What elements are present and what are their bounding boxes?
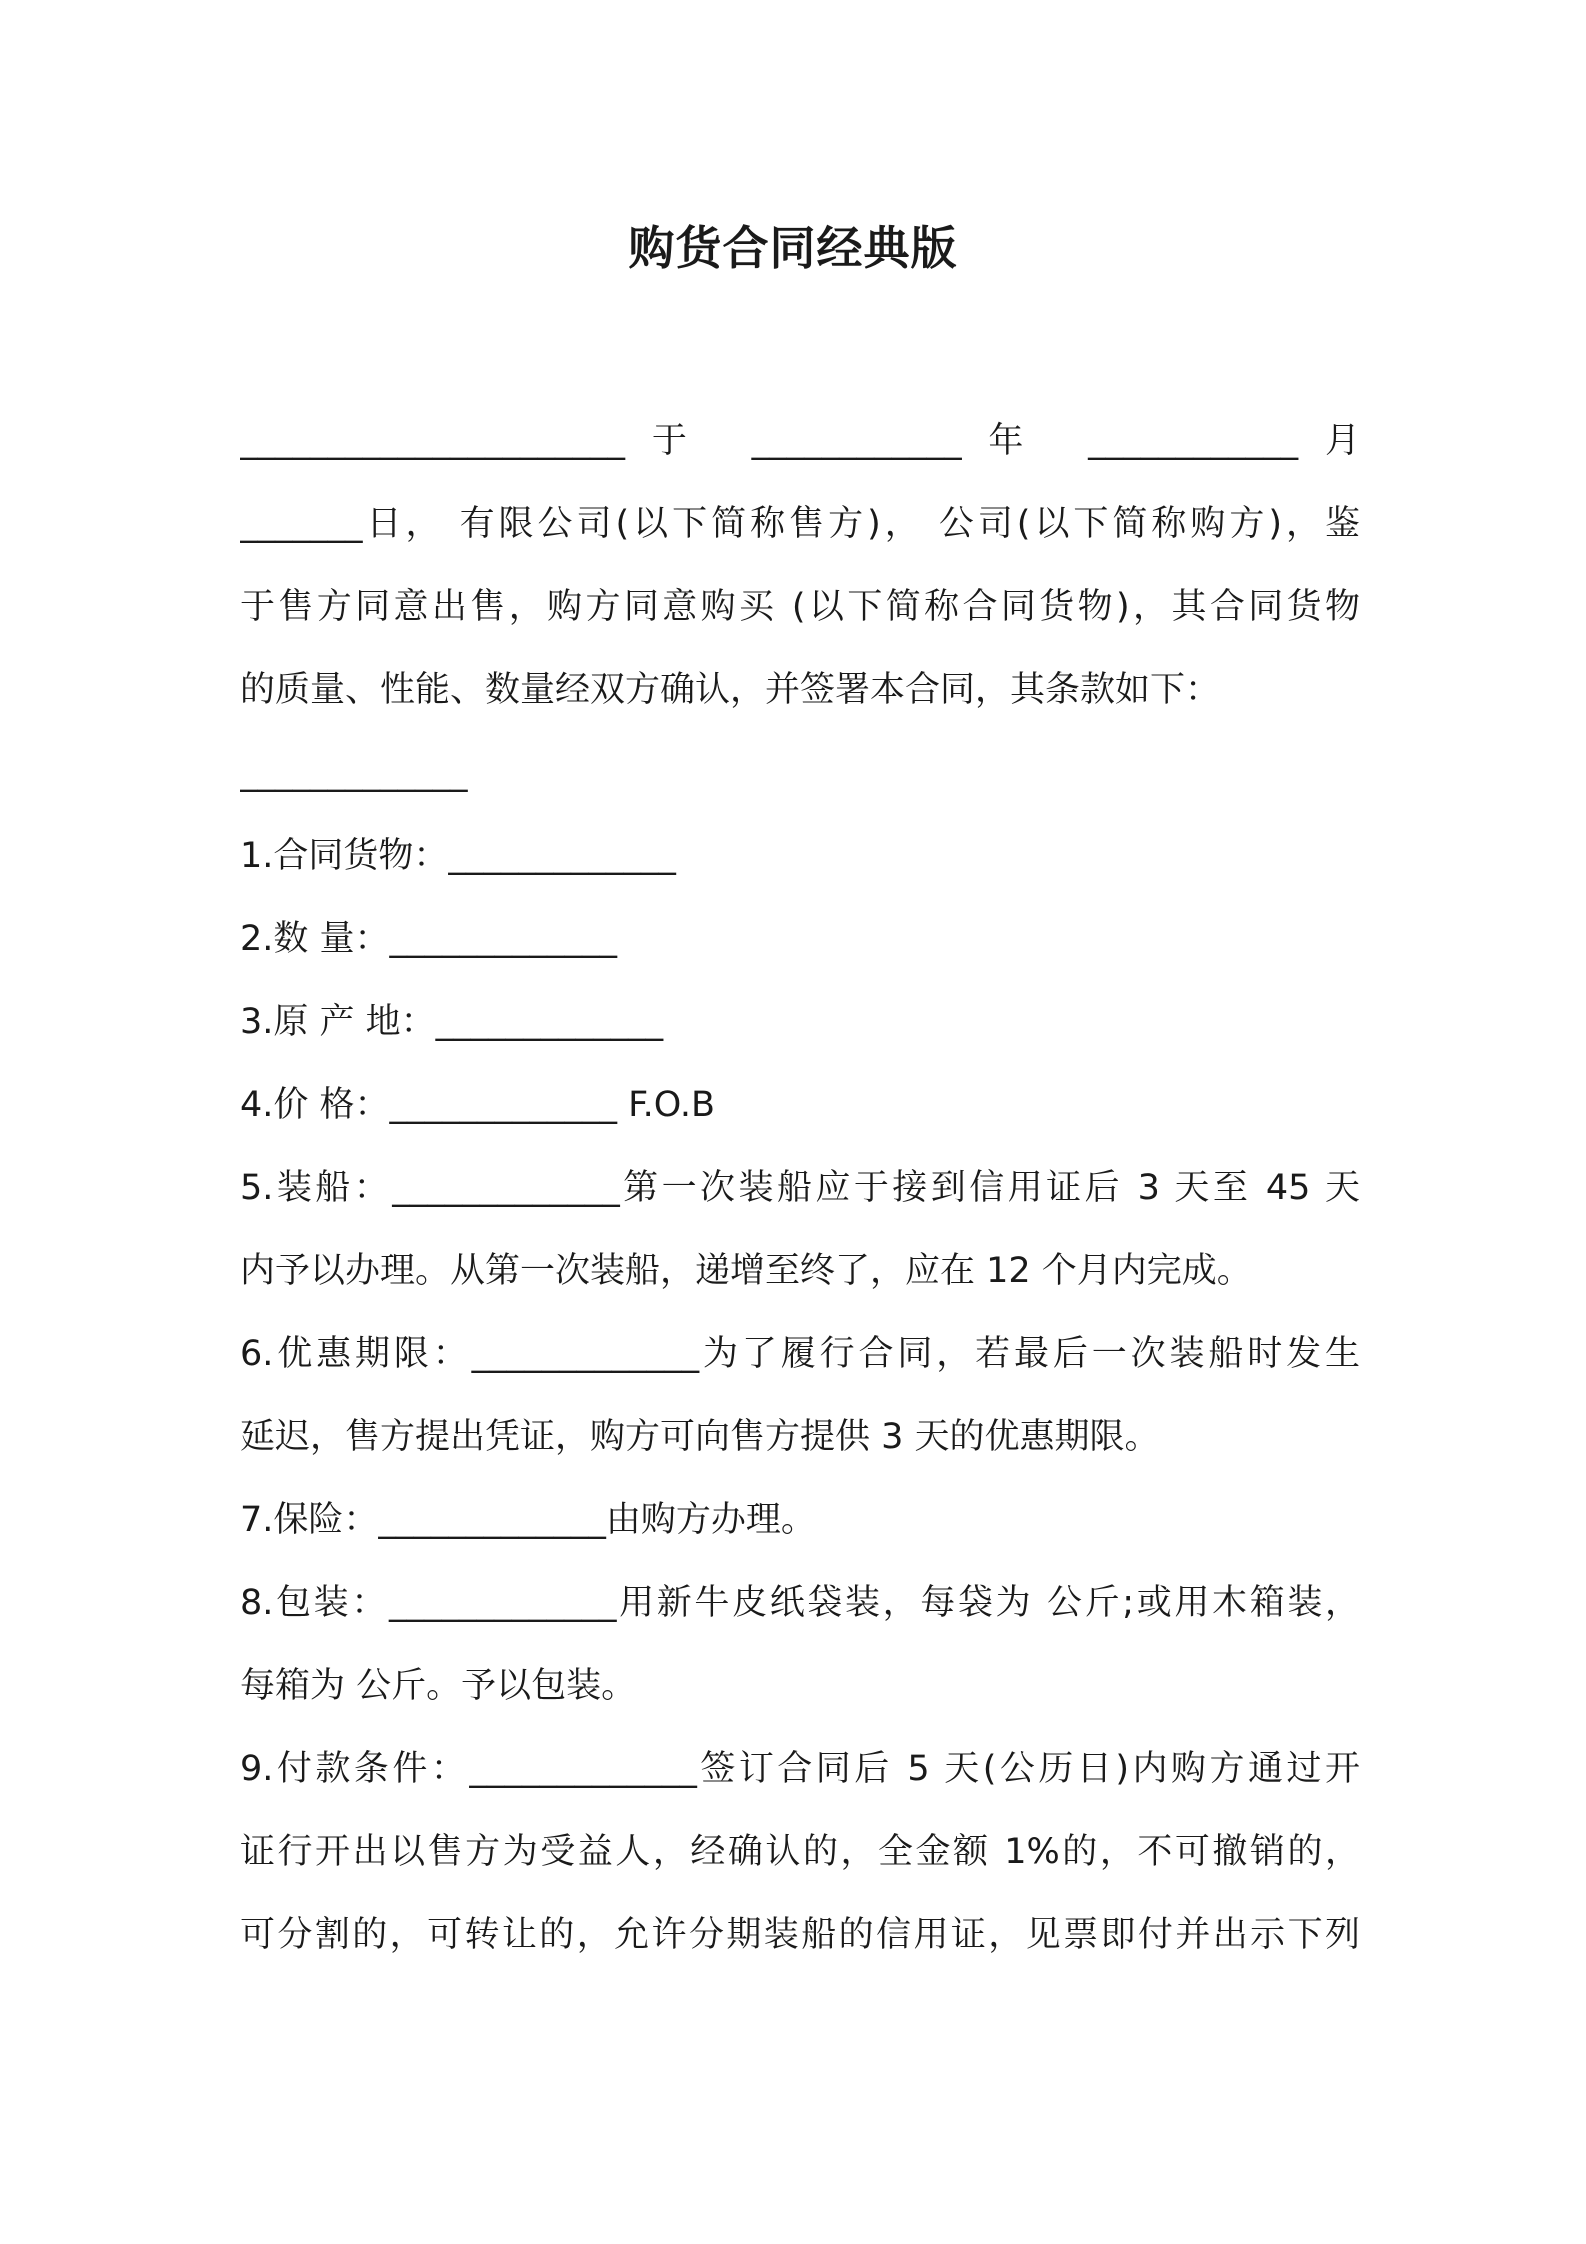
clause-line: 每箱为 公斤。予以包装。 <box>240 1666 637 1706</box>
clause-line: 内予以办理。从第一次装船，递增至终了，应在 12 个月内完成。 <box>240 1251 1252 1291</box>
clause-line: 9.付款条件：_____________签订合同后 5 天(公历日)内购方通过开 <box>240 1749 1360 1789</box>
separator-blank: _____________ <box>240 753 468 793</box>
intro-line: 的质量、性能、数量经双方确认，并签署本合同，其条款如下： <box>240 670 1221 710</box>
clause-line: 延迟，售方提出凭证，购方可向售方提供 3 天的优惠期限。 <box>240 1417 1160 1457</box>
clause-line: 6.优惠期限：_____________为了履行合同，若最后一次装船时发生 <box>240 1334 1360 1374</box>
clause-line: 4.价 格：_____________ F.O.B <box>240 1085 716 1125</box>
clause-line: 2.数 量：_____________ <box>240 919 618 959</box>
clause-line: 7.保险：_____________由购方办理。 <box>240 1500 816 1540</box>
clause-line: 8.包装：_____________用新牛皮纸袋装，每袋为 公斤;或用木箱装， <box>240 1583 1360 1623</box>
intro-line: 于售方同意出售，购方同意购买 (以下简称合同货物)，其合同货物 <box>240 587 1360 627</box>
intro-line: ______________________于 ____________年 ____________月 <box>240 421 1360 461</box>
clause-line: 1.合同货物：_____________ <box>240 836 676 876</box>
clause-line: 3.原 产 地：_____________ <box>240 1002 664 1042</box>
clause-line: 证行开出以售方为受益人，经确认的，全金额 1%的，不可撤销的， <box>240 1832 1360 1872</box>
document-body <box>240 400 1360 1977</box>
document-title: 购货合同经典版 <box>628 221 958 275</box>
clause-line: 可分割的，可转让的，允许分期装船的信用证，见票即付并出示下列 <box>240 1915 1360 1955</box>
intro-line: _______日， 有限公司(以下简称售方)， 公司(以下简称购方)，鉴 <box>240 504 1360 544</box>
clause-line: 5.装船：_____________第一次装船应于接到信用证后 3 天至 45 天 <box>240 1168 1360 1208</box>
